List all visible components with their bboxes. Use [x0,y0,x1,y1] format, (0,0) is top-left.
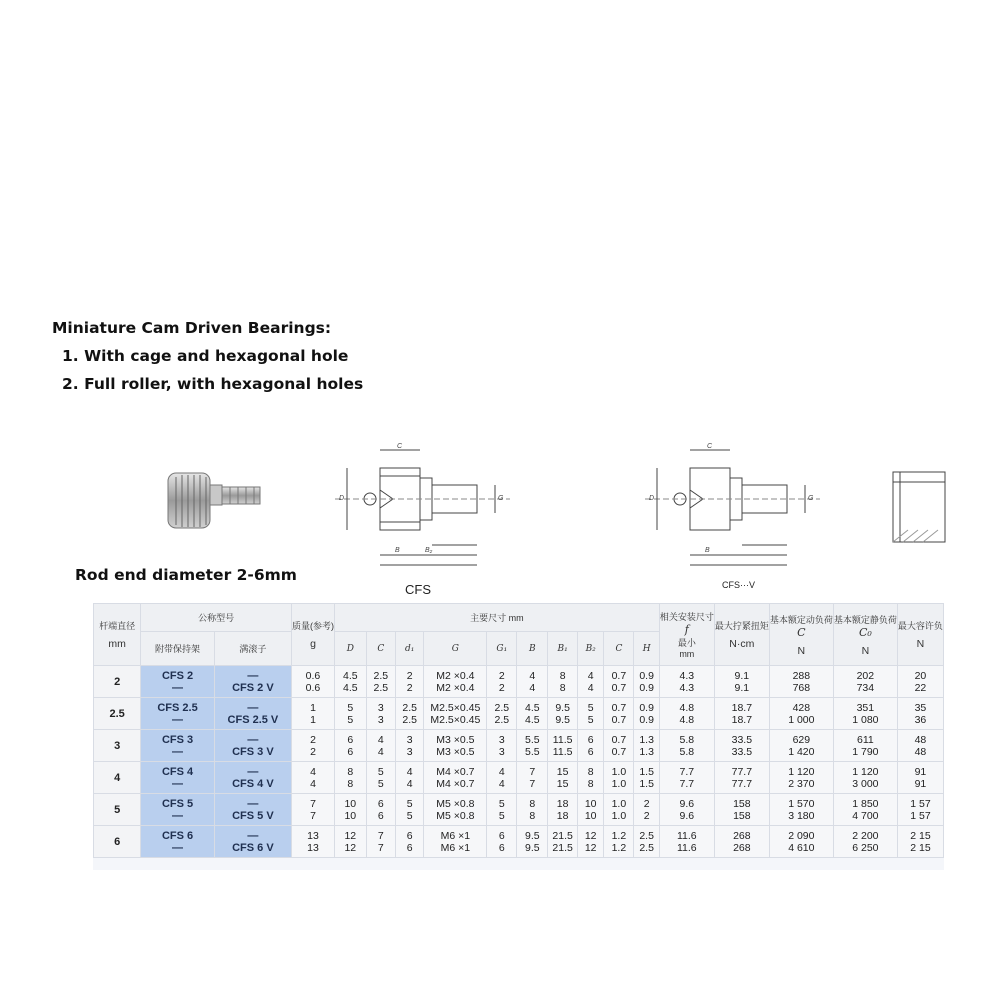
model-cage-cell: CFS 5 — [141,794,215,826]
value-cell-h: 1.3 1.3 [634,730,659,762]
value-cell-g: M4 ×0.7 M4 ×0.7 [424,762,487,794]
stat-load-header: 基本额定静负荷 C₀ N [833,604,897,666]
value-cell-stat: 1 850 4 700 [833,794,897,826]
value-cell-torque: 268 268 [714,826,769,858]
value-cell-g: M6 ×1 M6 ×1 [424,826,487,858]
value-cell-stat: 2 200 6 250 [833,826,897,858]
dim-header: B [517,632,548,666]
value-cell-stat: 1 120 3 000 [833,762,897,794]
model-full-cell: — CFS 5 V [214,794,291,826]
value-cell-h: 0.9 0.9 [634,666,659,698]
value-cell-c: 2.5 2.5 [366,666,395,698]
value-cell-dyn: 1 120 2 370 [769,762,833,794]
value-cell-dyn: 629 1 420 [769,730,833,762]
value-cell-allow: 35 36 [897,698,943,730]
value-cell-b1: 18 18 [548,794,578,826]
rod-dia-cell: 2.5 [94,698,141,730]
dyn-load-header: 基本额定动负荷 C N [769,604,833,666]
value-cell-d: 10 10 [334,794,366,826]
value-cell-allow: 1 57 1 57 [897,794,943,826]
value-cell-c2: 0.7 0.7 [604,698,634,730]
model-cage-cell: CFS 2 — [141,666,215,698]
value-cell-b2: 6 6 [578,730,604,762]
value-cell-torque: 18.7 18.7 [714,698,769,730]
product-title: Miniature Cam Driven Bearings: [52,319,332,337]
rod-dia-cell: 6 [94,826,141,858]
value-cell-dyn: 2 090 4 610 [769,826,833,858]
dim-header: G₁ [487,632,517,666]
model-cage-header: 附带保持架 [141,632,215,666]
svg-text:D: D [339,495,345,502]
value-cell-c: 6 6 [366,794,395,826]
spec-table-wrap [93,603,944,870]
value-cell-b2: 4 4 [578,666,604,698]
value-cell-mass: 0.6 0.6 [291,666,334,698]
value-cell-f: 9.6 9.6 [659,794,714,826]
value-cell-c: 5 5 [366,762,395,794]
svg-text:C: C [707,443,713,450]
value-cell-f: 4.8 4.8 [659,698,714,730]
model-full-cell: — CFS 4 V [214,762,291,794]
value-cell-f: 7.7 7.7 [659,762,714,794]
value-cell-torque: 158 158 [714,794,769,826]
value-cell-allow: 2 15 2 15 [897,826,943,858]
value-cell-h: 2.5 2.5 [634,826,659,858]
value-cell-c: 7 7 [366,826,395,858]
value-cell-mass: 1 1 [291,698,334,730]
value-cell-d1: 2 2 [395,666,424,698]
value-cell-mass: 13 13 [291,826,334,858]
value-cell-c: 4 4 [366,730,395,762]
svg-text:D: D [649,495,655,502]
value-cell-d: 6 6 [334,730,366,762]
value-cell-stat: 202 734 [833,666,897,698]
value-cell-dyn: 428 1 000 [769,698,833,730]
value-cell-f: 5.8 5.8 [659,730,714,762]
rod-dia-header: 杆端直径 mm [94,604,141,666]
svg-text:B: B [395,547,400,554]
dim-header: B₁ [548,632,578,666]
bearing-photo [160,465,270,535]
value-cell-d1: 4 4 [395,762,424,794]
value-cell-b1: 11.5 11.5 [548,730,578,762]
value-cell-mass: 4 4 [291,762,334,794]
value-cell-d1: 5 5 [395,794,424,826]
table-row [94,730,944,762]
value-cell-dyn: 1 570 3 180 [769,794,833,826]
value-cell-g1: 3 3 [487,730,517,762]
cfsv-caption: CFS···V [722,580,755,590]
value-cell-b2: 8 8 [578,762,604,794]
value-cell-h: 0.9 0.9 [634,698,659,730]
value-cell-g: M2.5×0.45 M2.5×0.45 [424,698,487,730]
value-cell-dyn: 288 768 [769,666,833,698]
value-cell-mass: 7 7 [291,794,334,826]
dim-header: C [366,632,395,666]
value-cell-g: M5 ×0.8 M5 ×0.8 [424,794,487,826]
value-cell-g: M3 ×0.5 M3 ×0.5 [424,730,487,762]
model-full-cell: — CFS 3 V [214,730,291,762]
value-cell-b2: 10 10 [578,794,604,826]
dim-header: d₁ [395,632,424,666]
model-full-header: 满滚子 [214,632,291,666]
value-cell-c: 3 3 [366,698,395,730]
spec-table [93,603,944,858]
svg-text:B₂: B₂ [425,547,433,554]
dim-header: D [334,632,366,666]
table-row [94,762,944,794]
value-cell-h: 2 2 [634,794,659,826]
table-row [94,698,944,730]
dim-header: G [424,632,487,666]
mount-header: 相关安装尺寸 f 最小 mm [659,604,714,666]
svg-text:G: G [808,495,814,502]
value-cell-g1: 4 4 [487,762,517,794]
mass-header: 质量(参考) g [291,604,334,666]
table-row [94,826,944,858]
torque-header: 最大拧紧扭矩 N·cm [714,604,769,666]
value-cell-b: 9.5 9.5 [517,826,548,858]
value-cell-b: 4.5 4.5 [517,698,548,730]
model-group-header: 公称型号 [141,604,292,632]
table-row [94,794,944,826]
cfs-drawing [335,440,510,580]
model-cage-cell: CFS 4 — [141,762,215,794]
table-row [94,666,944,698]
value-cell-allow: 48 48 [897,730,943,762]
value-cell-d1: 3 3 [395,730,424,762]
value-cell-c2: 0.7 0.7 [604,730,634,762]
value-cell-d1: 6 6 [395,826,424,858]
value-cell-b1: 21.5 21.5 [548,826,578,858]
value-cell-torque: 77.7 77.7 [714,762,769,794]
cfs-caption: CFS [405,582,431,597]
svg-text:C: C [397,443,403,450]
feature-item-1: 1. With cage and hexagonal hole [62,347,349,365]
model-cage-cell: CFS 3 — [141,730,215,762]
value-cell-d: 5 5 [334,698,366,730]
value-cell-d: 12 12 [334,826,366,858]
value-cell-b: 7 7 [517,762,548,794]
rod-dia-cell: 3 [94,730,141,762]
value-cell-b1: 15 15 [548,762,578,794]
dims-group-header: 主要尺寸 mm [334,604,659,632]
value-cell-d: 8 8 [334,762,366,794]
value-cell-g1: 5 5 [487,794,517,826]
model-cage-cell: CFS 2.5 — [141,698,215,730]
svg-text:G: G [498,495,504,502]
value-cell-b2: 5 5 [578,698,604,730]
feature-item-2: 2. Full roller, with hexagonal holes [62,375,364,393]
value-cell-b1: 8 8 [548,666,578,698]
model-cage-cell: CFS 6 — [141,826,215,858]
dim-header: C [604,632,634,666]
value-cell-f: 11.6 11.6 [659,826,714,858]
dim-header: B₂ [578,632,604,666]
value-cell-stat: 351 1 080 [833,698,897,730]
allow-load-header: 最大容许负 N [897,604,943,666]
description-block [52,314,363,398]
cfsv-drawing [645,440,820,580]
rod-dia-cell: 5 [94,794,141,826]
value-cell-h: 1.5 1.5 [634,762,659,794]
svg-text:B: B [705,547,710,554]
value-cell-f: 4.3 4.3 [659,666,714,698]
rod-dia-cell: 4 [94,762,141,794]
dim-header: H [634,632,659,666]
value-cell-b: 5.5 5.5 [517,730,548,762]
value-cell-c2: 1.2 1.2 [604,826,634,858]
value-cell-b: 4 4 [517,666,548,698]
value-cell-allow: 91 91 [897,762,943,794]
value-cell-allow: 20 22 [897,666,943,698]
value-cell-torque: 9.1 9.1 [714,666,769,698]
rod-end-label: Rod end diameter 2-6mm [75,566,297,584]
value-cell-torque: 33.5 33.5 [714,730,769,762]
partial-drawing [888,462,948,547]
value-cell-g1: 2 2 [487,666,517,698]
value-cell-b: 8 8 [517,794,548,826]
value-cell-mass: 2 2 [291,730,334,762]
model-full-cell: — CFS 6 V [214,826,291,858]
value-cell-g1: 6 6 [487,826,517,858]
value-cell-c2: 1.0 1.0 [604,794,634,826]
model-full-cell: — CFS 2.5 V [214,698,291,730]
value-cell-d: 4.5 4.5 [334,666,366,698]
value-cell-b1: 9.5 9.5 [548,698,578,730]
value-cell-stat: 611 1 790 [833,730,897,762]
value-cell-c2: 1.0 1.0 [604,762,634,794]
value-cell-c2: 0.7 0.7 [604,666,634,698]
value-cell-g1: 2.5 2.5 [487,698,517,730]
rod-dia-cell: 2 [94,666,141,698]
value-cell-b2: 12 12 [578,826,604,858]
value-cell-d1: 2.5 2.5 [395,698,424,730]
model-full-cell: — CFS 2 V [214,666,291,698]
value-cell-g: M2 ×0.4 M2 ×0.4 [424,666,487,698]
